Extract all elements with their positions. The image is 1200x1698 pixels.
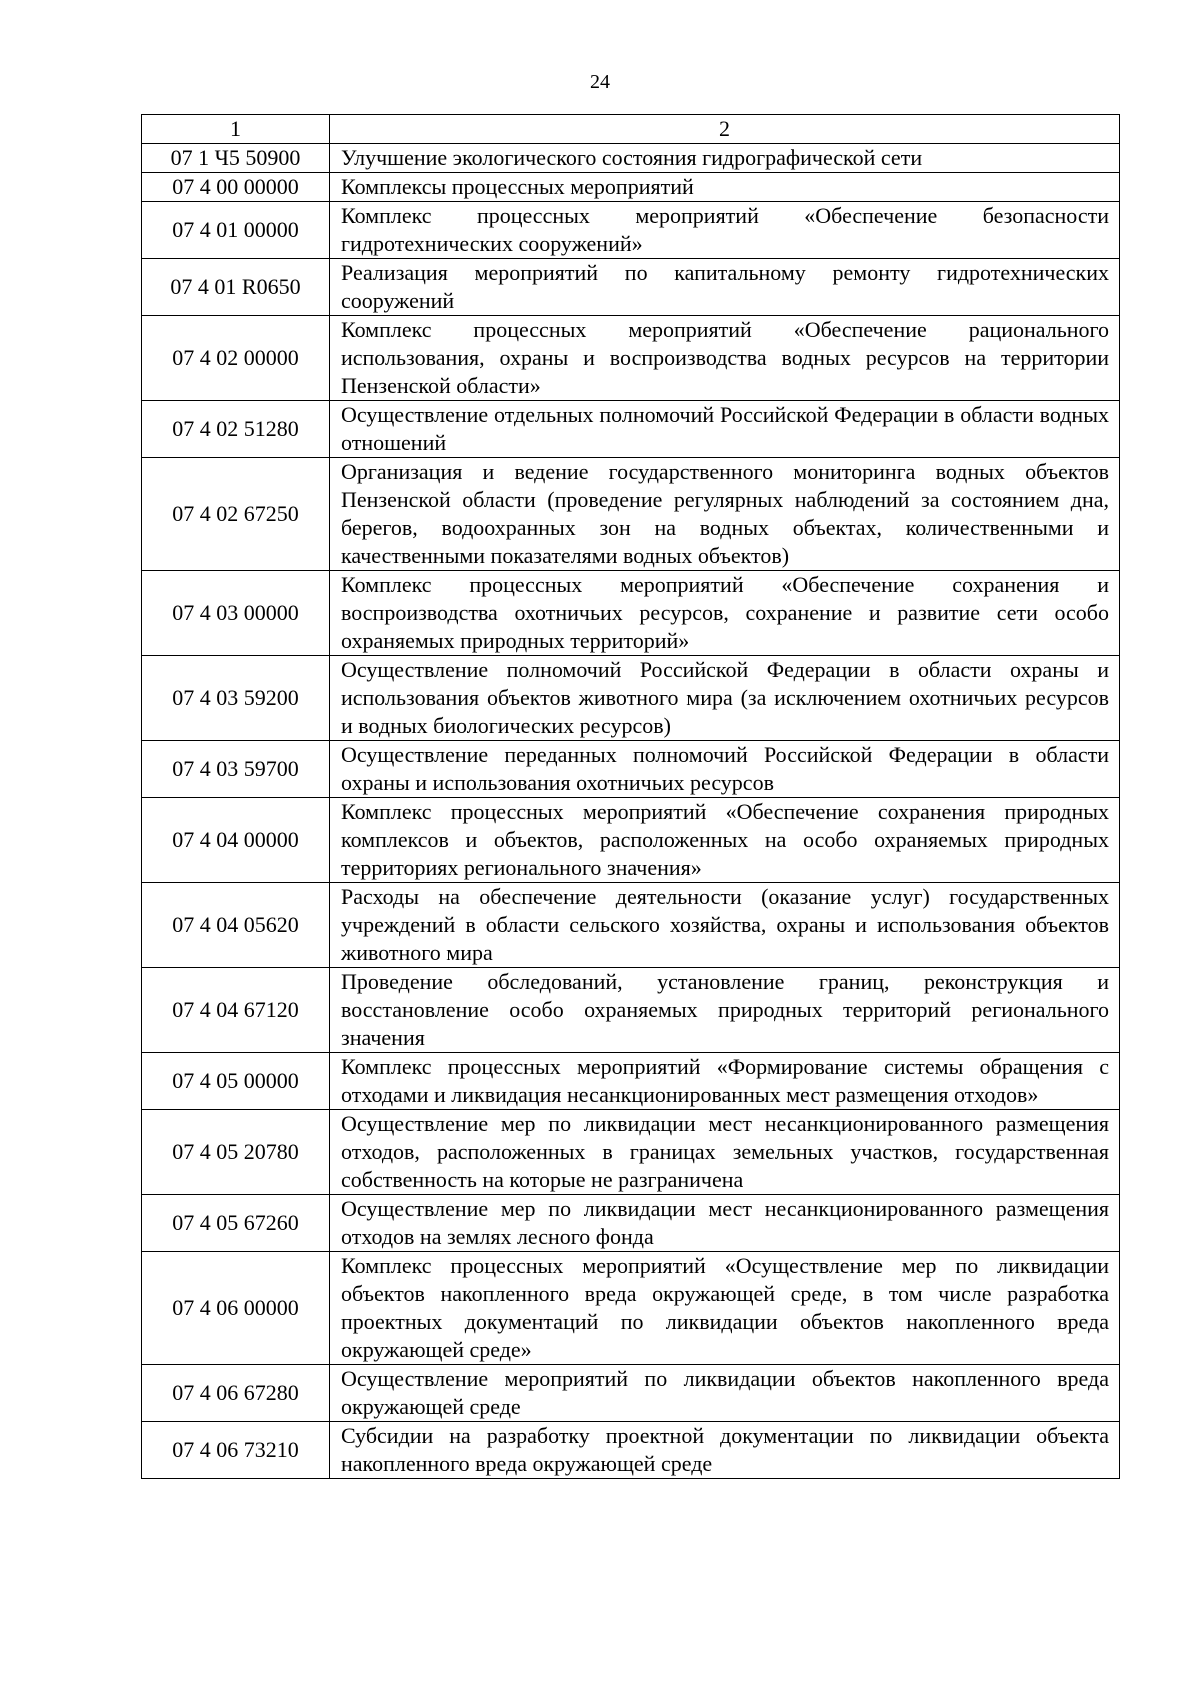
row-code: 07 4 02 67250 (142, 458, 330, 571)
row-description: Осуществление мероприятий по ликвидации объектов накопленного вреда окружающей среде (330, 1365, 1120, 1422)
row-description: Комплекс процессных мероприятий «Обеспечение сохранения природных комплексов и объектов, расположенных на особо охраняемых природных территориях регионального значения» (330, 798, 1120, 883)
page-number: 24 (590, 71, 610, 93)
table-row (142, 401, 1120, 458)
table-row (142, 173, 1120, 202)
row-code: 07 4 00 00000 (142, 173, 330, 202)
row-code: 07 4 03 00000 (142, 571, 330, 656)
row-description: Осуществление отдельных полномочий Российской Федерации в области водных отношений (330, 401, 1120, 458)
row-description: Комплексы процессных мероприятий (330, 173, 1120, 202)
row-code: 07 4 03 59700 (142, 741, 330, 798)
row-description: Осуществление мер по ликвидации мест несанкционированного размещения отходов на землях лесного фонда (330, 1195, 1120, 1252)
row-description: Организация и ведение государственного мониторинга водных объектов Пензенской области (проведение регулярных наблюдений за состоянием дна, берегов, водоохранных зон на водных объектах, количественными и качественными показателями водных объектов) (330, 458, 1120, 571)
row-code: 07 4 01 R0650 (142, 259, 330, 316)
row-description: Комплекс процессных мероприятий «Обеспечение сохранения и воспроизводства охотничьих ресурсов, сохранение и развитие сети особо охраняемых природных территорий» (330, 571, 1120, 656)
row-code: 07 4 05 00000 (142, 1053, 330, 1110)
column-header-description: 2 (330, 115, 1120, 144)
table-row (142, 202, 1120, 259)
table-row (142, 1422, 1120, 1479)
table-row (142, 571, 1120, 656)
table-header-row (142, 115, 1120, 144)
table-row (142, 316, 1120, 401)
table-row (142, 458, 1120, 571)
table-row (142, 1252, 1120, 1365)
row-code: 07 4 02 51280 (142, 401, 330, 458)
row-description: Осуществление переданных полномочий Российской Федерации в области охраны и использования охотничьих ресурсов (330, 741, 1120, 798)
row-code: 07 4 04 67120 (142, 968, 330, 1053)
table-row (142, 656, 1120, 741)
classification-table (141, 114, 1120, 1479)
row-description: Проведение обследований, установление границ, реконструкция и восстановление особо охраняемых природных территорий регионального значения (330, 968, 1120, 1053)
table-row (142, 1365, 1120, 1422)
table-row (142, 1195, 1120, 1252)
row-code: 07 4 01 00000 (142, 202, 330, 259)
table-row (142, 798, 1120, 883)
row-code: 07 4 05 67260 (142, 1195, 330, 1252)
row-code: 07 4 06 00000 (142, 1252, 330, 1365)
table-row (142, 144, 1120, 173)
row-description: Осуществление мер по ликвидации мест несанкционированного размещения отходов, расположенных в границах земельных участков, государственная собственность на которые не разграничена (330, 1110, 1120, 1195)
row-code: 07 4 02 00000 (142, 316, 330, 401)
row-description: Комплекс процессных мероприятий «Осуществление мер по ликвидации объектов накопленного вреда окружающей среде, в том числе разработка проектных документаций по ликвидации объектов накопленного вреда окружающей среде» (330, 1252, 1120, 1365)
table-row (142, 883, 1120, 968)
row-description: Осуществление полномочий Российской Федерации в области охраны и использования объектов животного мира (за исключением охотничьих ресурсов и водных биологических ресурсов) (330, 656, 1120, 741)
row-description: Реализация мероприятий по капитальному ремонту гидротехнических сооружений (330, 259, 1120, 316)
table-body (142, 144, 1120, 1479)
table-row (142, 741, 1120, 798)
row-code: 07 4 06 67280 (142, 1365, 330, 1422)
row-description: Расходы на обеспечение деятельности (оказание услуг) государственных учреждений в области сельского хозяйства, охраны и использования объектов животного мира (330, 883, 1120, 968)
row-code: 07 4 04 00000 (142, 798, 330, 883)
table-row (142, 259, 1120, 316)
row-description: Субсидии на разработку проектной документации по ликвидации объекта накопленного вреда окружающей среде (330, 1422, 1120, 1479)
table-row (142, 1110, 1120, 1195)
row-description: Комплекс процессных мероприятий «Формирование системы обращения с отходами и ликвидация несанкционированных мест размещения отходов» (330, 1053, 1120, 1110)
row-description: Комплекс процессных мероприятий «Обеспечение безопасности гидротехнических сооружений» (330, 202, 1120, 259)
row-code: 07 4 03 59200 (142, 656, 330, 741)
table-row (142, 1053, 1120, 1110)
row-description: Комплекс процессных мероприятий «Обеспечение рационального использования, охраны и воспроизводства водных ресурсов на территории Пензенской области» (330, 316, 1120, 401)
table-row (142, 968, 1120, 1053)
row-code: 07 1 Ч5 50900 (142, 144, 330, 173)
row-code: 07 4 04 05620 (142, 883, 330, 968)
column-header-code: 1 (142, 115, 330, 144)
row-code: 07 4 06 73210 (142, 1422, 330, 1479)
row-code: 07 4 05 20780 (142, 1110, 330, 1195)
row-description: Улучшение экологического состояния гидрографической сети (330, 144, 1120, 173)
